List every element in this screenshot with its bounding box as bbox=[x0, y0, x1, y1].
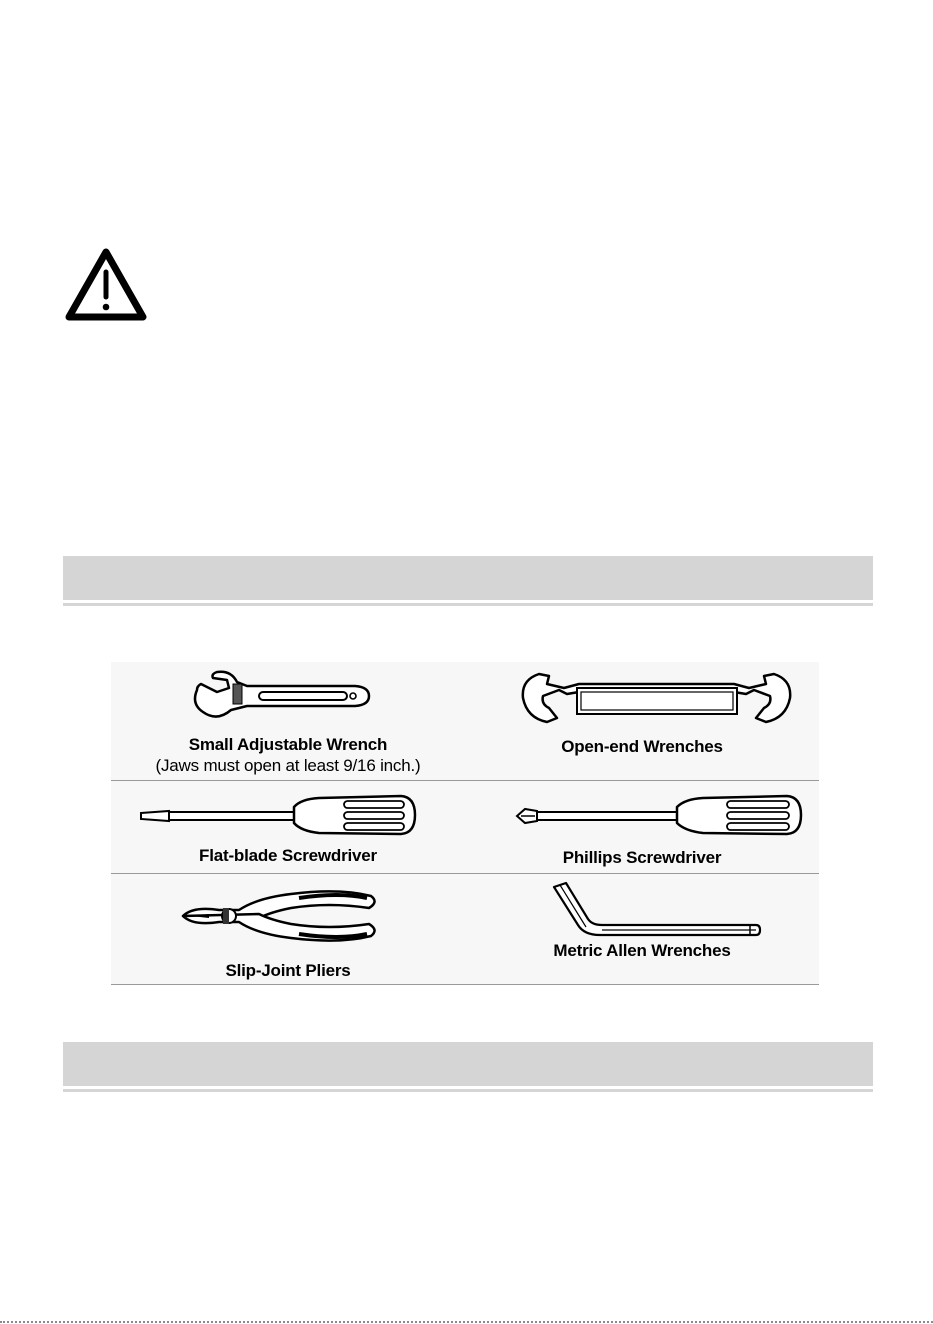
tool-cell bbox=[465, 781, 819, 873]
tool-label: Small Adjustable Wrench bbox=[188, 735, 388, 754]
tool-cell bbox=[111, 874, 465, 984]
tool-row bbox=[111, 874, 819, 985]
tool-row bbox=[111, 781, 819, 874]
tool-label: Slip-Joint Pliers bbox=[225, 961, 351, 980]
tool-label: Flat-blade Screwdriver bbox=[199, 846, 377, 865]
warning-triangle-icon bbox=[64, 247, 148, 323]
tool-label: Phillips Screwdriver bbox=[562, 848, 722, 867]
adjustable-wrench-icon bbox=[187, 670, 373, 722]
tool-note: (Jaws must open at least 9/16 inch.) bbox=[155, 756, 421, 775]
tool-cell bbox=[465, 662, 819, 780]
tool-row bbox=[111, 662, 819, 781]
section-divider bbox=[63, 1089, 873, 1092]
tool-cell bbox=[465, 874, 819, 984]
tool-cell bbox=[111, 781, 465, 873]
flat-blade-screwdriver-icon bbox=[139, 793, 419, 839]
section-divider bbox=[63, 603, 873, 606]
section-header-bar bbox=[63, 556, 873, 600]
tool-label: Open-end Wrenches bbox=[561, 737, 723, 756]
page-edge-dots bbox=[0, 1321, 933, 1323]
tool-cell bbox=[111, 662, 465, 780]
tools-table bbox=[111, 662, 819, 985]
open-end-wrench-icon bbox=[519, 670, 794, 728]
section-header-bar bbox=[63, 1042, 873, 1086]
allen-wrench-icon bbox=[550, 879, 764, 937]
slip-joint-pliers-icon bbox=[179, 886, 381, 948]
phillips-screwdriver-icon bbox=[515, 793, 805, 839]
tool-label: Metric Allen Wrenches bbox=[553, 941, 731, 960]
